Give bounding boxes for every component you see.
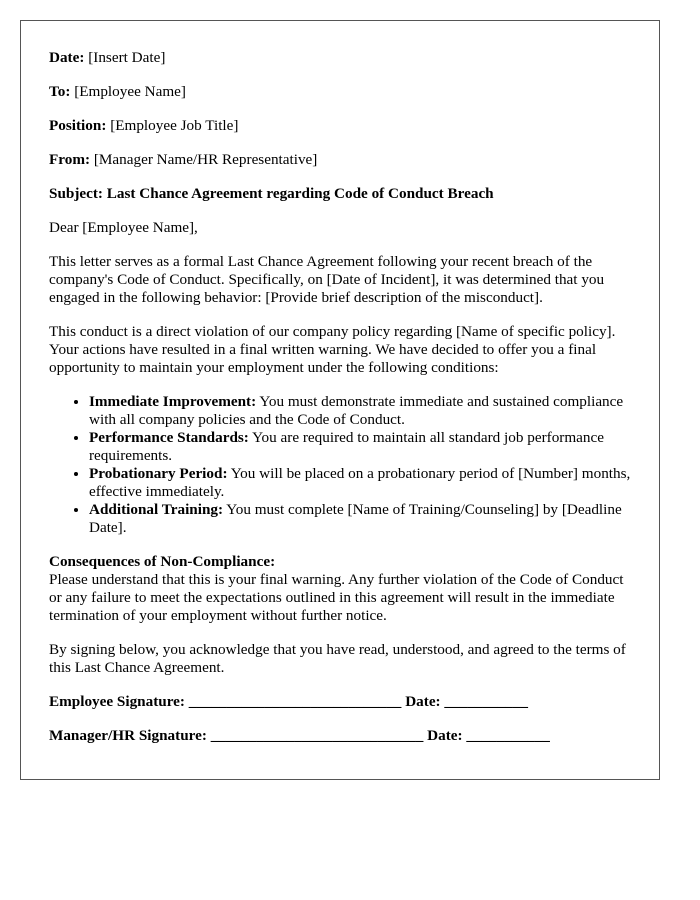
employee-signature-line: Employee Signature: ____________________________ Date: ___________	[49, 693, 528, 710]
condition-text: You are required to maintain all standard job performance requirements.	[89, 429, 604, 464]
letter-page	[20, 20, 660, 780]
greeting: Dear [Employee Name],	[49, 219, 198, 236]
position-label: Position:	[49, 117, 107, 134]
paragraph-intro: This letter serves as a formal Last Chance Agreement following your recent breach of the company's Code of Conduct. Specifically, on [Date of Incident], it was determined that you engaged in the following behavior: [Provide brief description of the misconduct].	[49, 253, 605, 306]
consequences-section	[49, 553, 631, 625]
date-line	[49, 49, 631, 67]
list-item	[89, 501, 631, 537]
condition-title: Additional Training:	[89, 501, 224, 518]
to-value: [Employee Name]	[74, 83, 186, 100]
from-line	[49, 151, 631, 169]
condition-text: You must demonstrate immediate and sustained compliance with all company policies and the Code of Conduct.	[89, 393, 624, 428]
position-value: [Employee Job Title]	[110, 117, 239, 134]
condition-title: Immediate Improvement:	[89, 393, 257, 410]
subject-text: Subject: Last Chance Agreement regarding Code of Conduct Breach	[49, 185, 494, 202]
list-item	[89, 465, 631, 501]
acknowledgement: By signing below, you acknowledge that you have read, understood, and agreed to the terms of this Last Chance Agreement.	[49, 641, 626, 676]
condition-text: You will be placed on a probationary period of [Number] months, effective immediately.	[89, 465, 631, 500]
list-item	[89, 393, 631, 429]
consequences-title	[49, 553, 631, 571]
manager-signature-line: Manager/HR Signature: ____________________________ Date: ___________	[49, 727, 550, 744]
date-value: [Insert Date]	[88, 49, 166, 66]
to-line	[49, 83, 631, 101]
letter-content	[49, 49, 631, 745]
condition-title: Probationary Period:	[89, 465, 228, 482]
from-label: From:	[49, 151, 91, 168]
position-line	[49, 117, 631, 135]
list-item	[89, 429, 631, 465]
from-value: [Manager Name/HR Representative]	[93, 151, 318, 168]
conditions-list	[49, 393, 631, 537]
consequences-text: Please understand that this is your final warning. Any further violation of the Code of Conduct or any failure to meet the expectations outlined in this agreement will result in the immediate termination of your employment without further notice.	[49, 571, 624, 624]
subject-line	[49, 185, 631, 203]
condition-text: You must complete [Name of Training/Counseling] by [Deadline Date].	[89, 501, 622, 536]
condition-title: Performance Standards:	[89, 429, 249, 446]
to-label: To:	[49, 83, 71, 100]
consequences-title-text: Consequences of Non-Compliance:	[49, 553, 276, 570]
date-label: Date:	[49, 49, 85, 66]
paragraph-violation: This conduct is a direct violation of our company policy regarding [Name of specific policy]. Your actions have resulted in a final written warning. We have decided to offer you a final opportunity to maintain your employment under the following conditions:	[49, 323, 616, 376]
